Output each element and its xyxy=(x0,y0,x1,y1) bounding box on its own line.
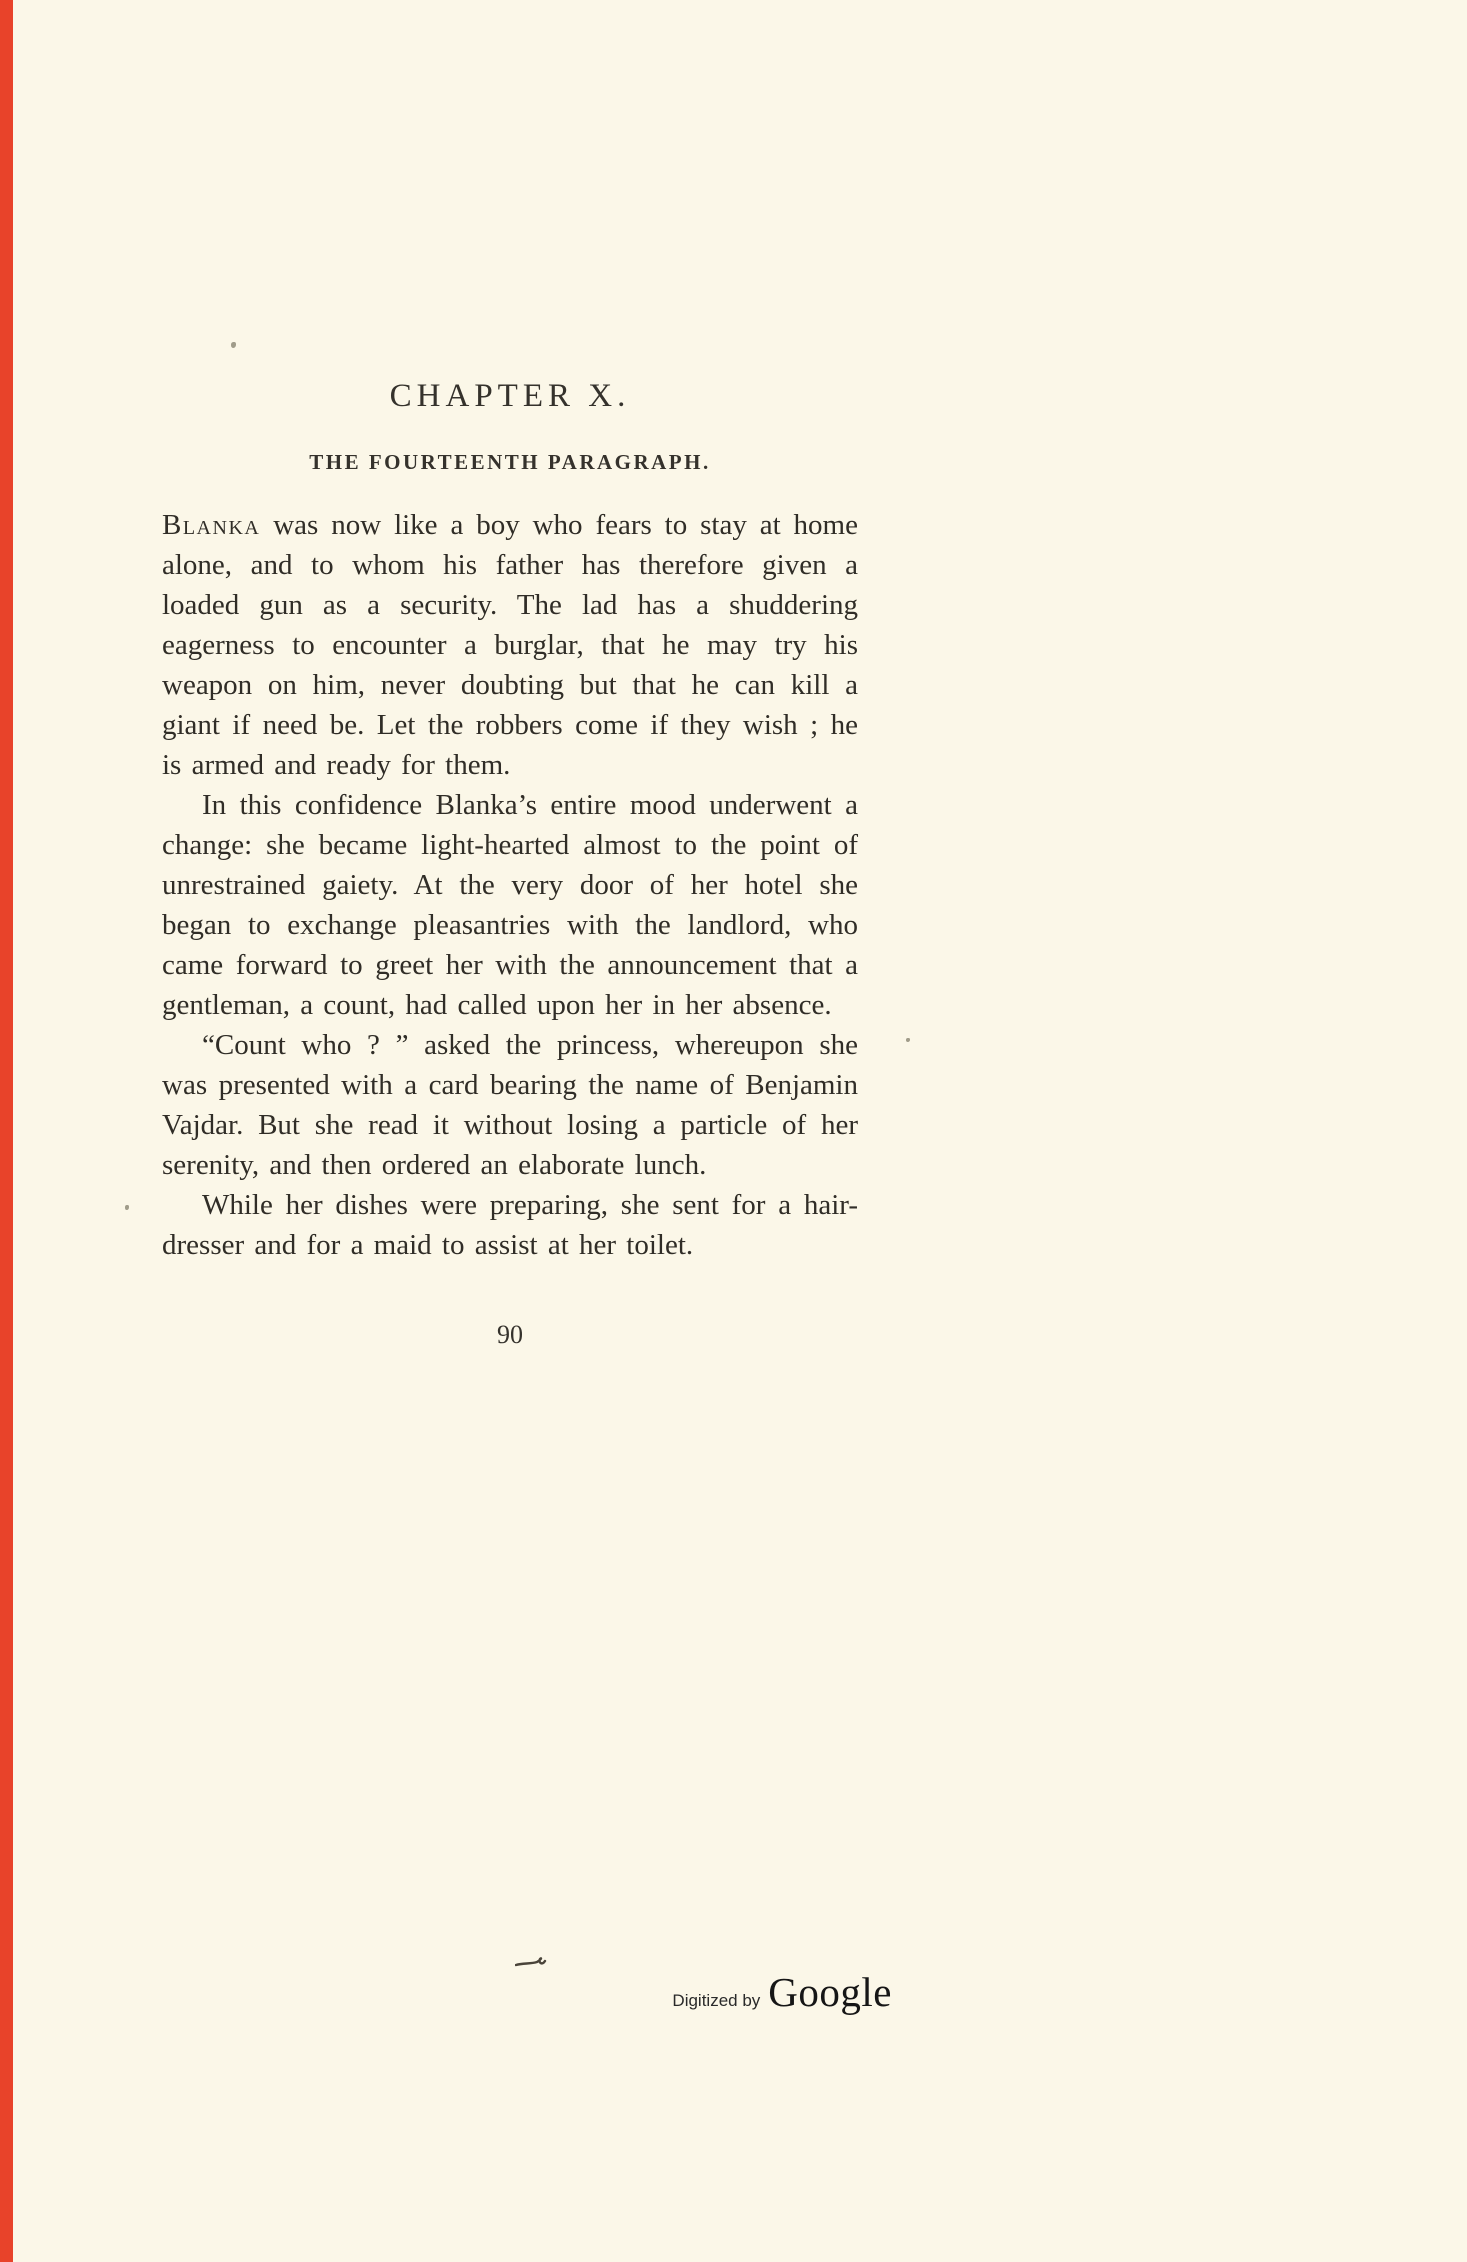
paragraph-1 xyxy=(162,505,858,785)
paragraph-2-text: In this confidence Blanka’s entire mood underwent a change: she became light-hearted almost to the point of unrestrained gaiety. At the very door of her hotel she began to exchange pleasantries with the landlord, who came forward to greet her with the announcement that a gentleman, a count, had called upon her in her absence. xyxy=(162,789,858,1021)
scan-speck xyxy=(231,342,236,348)
scan-speck xyxy=(906,1038,910,1042)
scan-speck xyxy=(125,1205,129,1210)
google-wordmark: Google xyxy=(768,1969,892,2015)
digitization-footer xyxy=(652,1968,892,2016)
pen-squiggle-icon xyxy=(515,1952,549,1972)
body-text xyxy=(162,505,858,1265)
paragraph-3-text: “Count who ? ” asked the princess, whereupon she was presented with a card bearing the name of Benjamin Vajdar. But she read it without losing a particle of her serenity, and then ordered an elaborate lunch. xyxy=(162,1029,858,1181)
paragraph-1-text: was now like a boy who fears to stay at home alone, and to whom his father has therefore given a loaded gun as a security. The lad has a shuddering eagerness to encounter a burglar, that he may try his weapon on him, never doubting but that he can kill a giant if need be. Let the robbers come if they wish ; he is armed and ready for them. xyxy=(162,509,858,781)
paragraph-2 xyxy=(162,785,858,1025)
paragraph-4-text: While her dishes were preparing, she sent for a hair-dresser and for a maid to assist at her toilet. xyxy=(162,1189,858,1261)
book-edge-band xyxy=(0,0,13,2262)
paragraph-1-lead-smallcaps: Blanka xyxy=(162,509,261,541)
chapter-heading: CHAPTER X. xyxy=(389,378,631,414)
section-heading: THE FOURTEENTH PARAGRAPH. xyxy=(309,450,711,474)
paragraph-4 xyxy=(162,1185,858,1265)
page-number: 90 xyxy=(497,1320,523,1349)
paragraph-3 xyxy=(162,1025,858,1185)
digitized-by-label: Digitized by xyxy=(672,1991,761,2010)
